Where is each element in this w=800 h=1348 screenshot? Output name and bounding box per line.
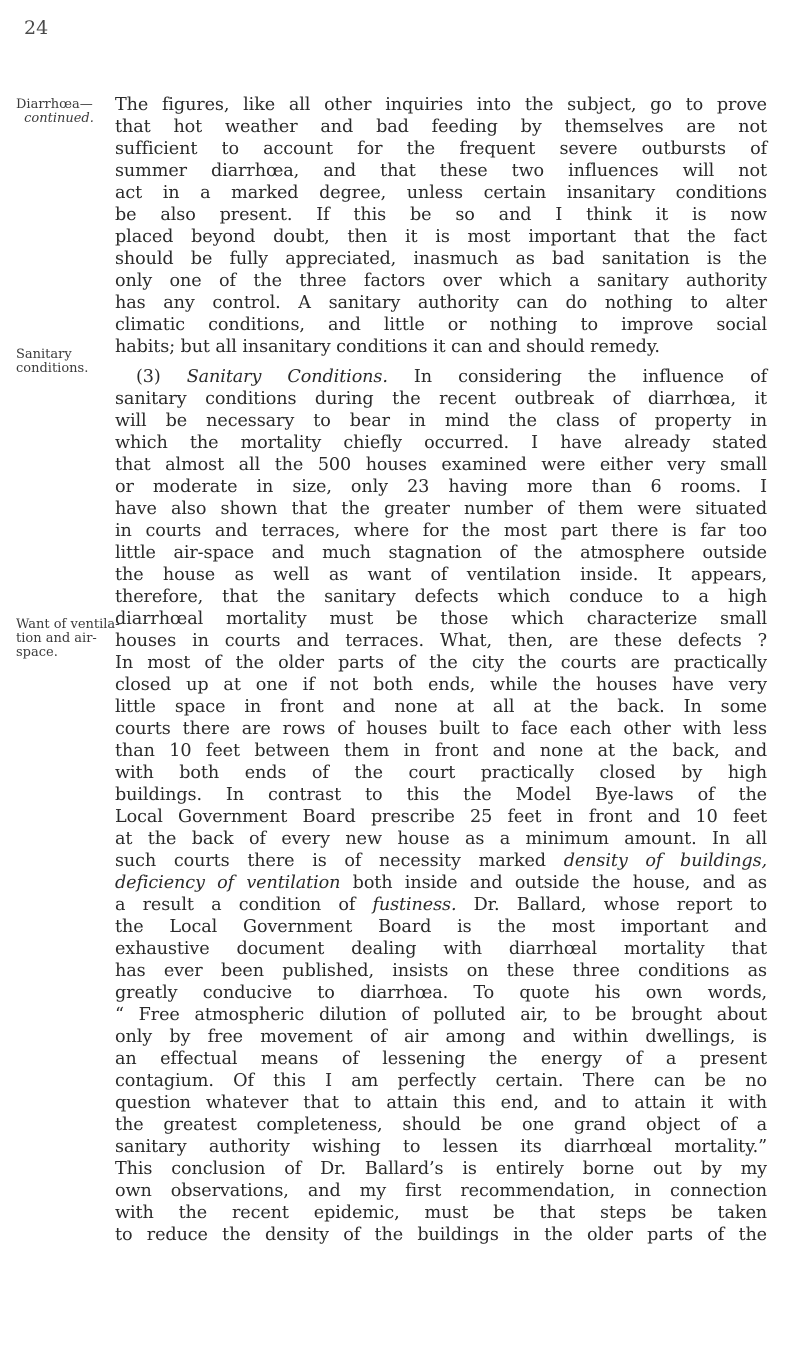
body-line: houses in courts and terraces. What, then, are these defects ? <box>115 631 767 651</box>
body-line: sanitary conditions during the recent outbreak of diarrhœa, it <box>115 389 767 409</box>
body-line: little space in front and none at all at the back. In some <box>115 697 767 717</box>
body-line: This conclusion of Dr. Ballard’s is entirely borne out by my <box>115 1159 767 1179</box>
body-line: little air-space and much stagnation of the atmosphere outside <box>115 543 767 563</box>
body-line: closed up at one if not both ends, while the houses have very <box>115 675 767 695</box>
body-line: only one of the three factors over which a sanitary authority <box>115 271 767 291</box>
body-line-fustiness <box>115 895 767 916</box>
body-line: than 10 feet between them in front and none at the back, and <box>115 741 767 761</box>
emphasis-fustiness: fustiness. <box>372 895 457 915</box>
body-line: to reduce the density of the buildings in the older parts of the <box>115 1225 767 1245</box>
body-line: diarrhœal mortality must be those which characterize small <box>115 609 767 629</box>
body-line: with the recent epidemic, must be that steps be taken <box>115 1203 767 1223</box>
body-line-density <box>115 851 767 872</box>
line-text: both inside and outside the house, and as <box>340 873 767 893</box>
section-heading: Sanitary Conditions. <box>186 367 388 387</box>
body-line: Local Government Board prescribe 25 feet in front and 10 feet <box>115 807 767 827</box>
line-text: such courts there is of necessity marked <box>115 851 546 871</box>
body-line: that almost all the 500 houses examined were either very small <box>115 455 767 475</box>
emphasis-density: density of buildings, <box>563 851 768 871</box>
margin-note-sanitary <box>16 348 102 376</box>
margin-note-line: Diarrhœa— <box>16 97 93 112</box>
margin-note-line: conditions. <box>16 361 89 376</box>
body-line: that hot weather and bad feeding by themselves are not <box>115 117 767 137</box>
body-line: only by free movement of air among and within dwellings, is <box>115 1027 767 1047</box>
body-line: exhaustive document dealing with diarrhœal mortality that <box>115 939 767 959</box>
body-line: placed beyond doubt, then it is most important that the fact <box>115 227 767 247</box>
body-line: an effectual means of lessening the energy of a present <box>115 1049 767 1069</box>
body-line: has any control. A sanitary authority can do nothing to alter <box>115 293 767 313</box>
margin-note-line: continued. <box>24 111 94 126</box>
heading-rest: In considering the influence of <box>387 367 767 387</box>
body-line: the Local Government Board is the most important and <box>115 917 767 937</box>
body-line: in courts and terraces, where for the most part there is far too <box>115 521 767 541</box>
body-line: question whatever that to attain this end, and to attain it with <box>115 1093 767 1113</box>
body-line: be also present. If this be so and I think it is now <box>115 205 767 225</box>
margin-note-line: Want of ventila- <box>16 617 120 632</box>
body-line: with both ends of the court practically closed by high <box>115 763 767 783</box>
body-line-deficiency <box>115 873 767 894</box>
body-line: climatic conditions, and little or nothing to improve social <box>115 315 767 335</box>
emphasis-deficiency: deficiency of ventilation <box>115 873 341 893</box>
margin-note-line: Sanitary <box>16 347 72 362</box>
body-line: sanitary authority wishing to lessen its diarrhœal mortality.” <box>115 1137 767 1157</box>
body-line: contagium. Of this I am perfectly certain. There can be no <box>115 1071 767 1091</box>
heading-number: (3) <box>136 367 187 387</box>
body-line: at the back of every new house as a minimum amount. In all <box>115 829 767 849</box>
page-number: 24 <box>24 17 49 39</box>
body-line: will be necessary to bear in mind the class of property in <box>115 411 767 431</box>
line-text: a result a condition of <box>115 895 373 915</box>
body-line: or moderate in size, only 23 having more than 6 rooms. I <box>115 477 767 497</box>
body-line: the house as well as want of ventilation inside. It appears, <box>115 565 767 585</box>
body-line: The figures, like all other inquiries into the subject, go to prove <box>115 95 767 115</box>
body-line: which the mortality chiefly occurred. I have already stated <box>115 433 767 453</box>
body-line: therefore, that the sanitary defects which conduce to a high <box>115 587 767 607</box>
body-line: courts there are rows of houses built to face each other with less <box>115 719 767 739</box>
line-text: Dr. Ballard, whose report to <box>456 895 767 915</box>
body-line: sufficient to account for the frequent severe outbursts of <box>115 139 767 159</box>
margin-note-line: tion and air- <box>16 631 97 646</box>
body-line: has ever been published, insists on these three conditions as <box>115 961 767 981</box>
body-line: greatly conducive to diarrhœa. To quote his own words, <box>115 983 767 1003</box>
body-line: habits; but all insanitary conditions it can and should remedy. <box>115 337 660 357</box>
margin-note-line: space. <box>16 645 58 660</box>
body-line: summer diarrhœa, and that these two influences will not <box>115 161 767 181</box>
section-heading-line <box>136 367 767 388</box>
body-line: buildings. In contrast to this the Model Bye-laws of the <box>115 785 767 805</box>
body-line: have also shown that the greater number of them were situated <box>115 499 767 519</box>
margin-note-diarrhoea <box>16 98 102 126</box>
body-line: own observations, and my first recommendation, in connection <box>115 1181 767 1201</box>
body-line: In most of the older parts of the city the courts are practically <box>115 653 767 673</box>
body-line: act in a marked degree, unless certain insanitary conditions <box>115 183 767 203</box>
body-line: should be fully appreciated, inasmuch as bad sanitation is the <box>115 249 767 269</box>
body-line: the greatest completeness, should be one grand object of a <box>115 1115 767 1135</box>
body-line: “ Free atmospheric dilution of polluted air, to be brought about <box>115 1005 767 1025</box>
margin-note-ventilation <box>16 617 120 660</box>
